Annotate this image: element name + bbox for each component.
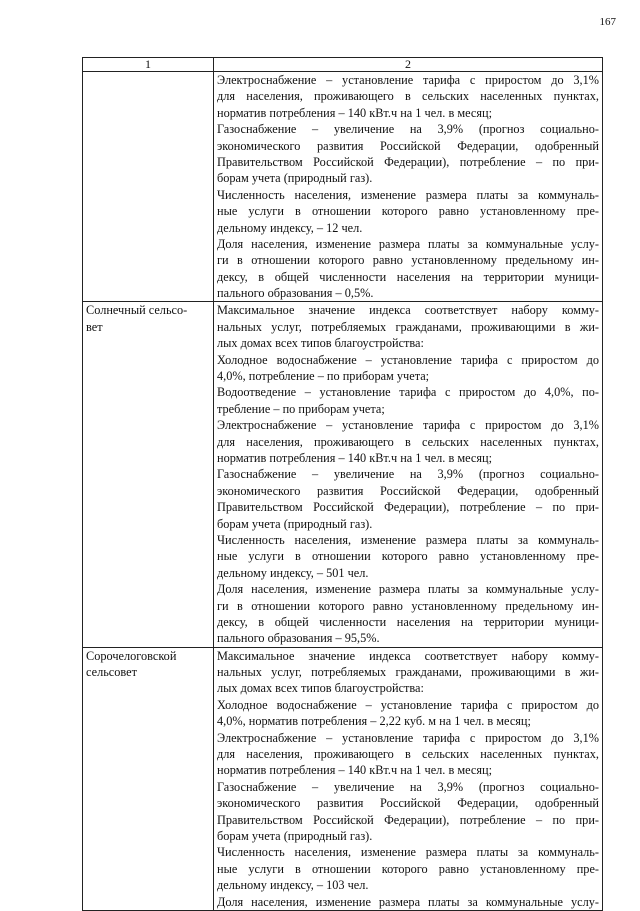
description-line: Численность населения, изменение размера платы за коммуналь- [217,532,599,547]
description-line: ги в отношении которого равно установленному предельному ин- [217,253,599,268]
description-line: для населения, проживающего в сельских населенных пунктах, [217,747,599,762]
description-line: Электроснабжение – установление тарифа с приростом до 3,1% [217,730,599,745]
description-line: Электроснабжение – установление тарифа с приростом до 3,1% [217,73,599,87]
description-line: Численность населения, изменение размера платы за коммуналь- [217,187,599,202]
description-line: экономического развития Российской Федерации, одобренный [217,483,599,498]
description-line: ные услуги в отношении которого равно установленному пре- [217,549,599,564]
description-line: лых домах всех типов благоустройства: [217,681,424,696]
description-line: Правительством Российской Федерации), потребление – по при- [217,154,599,169]
description-line: норматив потребления – 140 кВт.ч на 1 чел. в месяц; [217,763,492,778]
description-line: дексу, в общей численности населения на территории муници- [217,269,599,284]
description-line: Правительством Российской Федерации), потребление – по при- [217,500,599,515]
description-line: нальных услуг, потребляемых гражданами, проживающими в жи- [217,319,599,334]
description-line: Холодное водоснабжение – установление тарифа с приростом до [217,352,599,367]
description-line: для населения, проживающего в сельских населенных пунктах, [217,89,599,104]
description-line: 4,0%, потребление – по приборам учета; [217,369,430,384]
description-line: дельному индексу, – 103 чел. [217,878,369,893]
description-line: пального образования – 0,5%. [217,286,374,301]
municipality-name-line: Солнечный сельсо- [86,303,188,318]
tariff-table [82,57,603,911]
municipality-cell [83,302,214,647]
description-line: требление – по приборам учета; [217,401,385,416]
description-line: Электроснабжение – установление тарифа с приростом до 3,1% [217,418,599,433]
description-line: лых домах всех типов благоустройства: [217,336,424,351]
description-line: ги в отношении которого равно установленному предельному ин- [217,598,599,613]
description-line: Холодное водоснабжение – установление тарифа с приростом до [217,697,599,712]
description-line: Правительством Российской Федерации), потребление – по при- [217,812,599,827]
description-line: борам учета (природный газ). [217,828,373,843]
description-line: Доля населения, изменение размера платы за коммунальные услу- [217,582,599,597]
table-row [83,647,603,910]
description-line: ные услуги в отношении которого равно установленному пре- [217,204,599,219]
description-cell [214,302,603,647]
description-line: Газоснабжение – увеличение на 3,9% (прогноз социально- [217,122,599,137]
description-line: 4,0%, норматив потребления – 2,22 куб. м на 1 чел. в месяц; [217,714,531,729]
description-line: Максимальное значение индекса соответствует набору комму- [217,303,599,318]
description-line: Газоснабжение – увеличение на 3,9% (прогноз социально- [217,779,599,794]
municipality-name-line: Сорочелоговской [86,648,177,663]
description-line: Доля населения, изменение размера платы за коммунальные услу- [217,894,599,909]
page-number: 167 [599,16,616,28]
municipality-cell [83,647,214,910]
description-line: экономического развития Российской Федерации, одобренный [217,796,599,811]
table-row [83,72,603,302]
description-line: экономического развития Российской Федерации, одобренный [217,138,599,153]
column-header: 2 [214,58,603,72]
description-line: дексу, в общей численности населения на территории муници- [217,614,599,629]
description-line: Газоснабжение – увеличение на 3,9% (прогноз социально- [217,467,599,482]
description-line: Максимальное значение индекса соответствует набору комму- [217,648,599,663]
table-body [83,72,603,911]
column-header: 1 [83,58,214,72]
table-header-row [83,58,603,72]
description-cell [214,647,603,910]
description-line: ные услуги в отношении которого равно установленному пре- [217,861,599,876]
description-line: дельному индексу, – 501 чел. [217,565,369,580]
description-line: Доля населения, изменение размера платы за коммунальные услу- [217,236,599,251]
description-line: борам учета (природный газ). [217,171,373,186]
description-line: норматив потребления – 140 кВт.ч на 1 чел. в месяц; [217,105,492,120]
description-line: пального образования – 95,5%. [217,631,380,646]
municipality-name-line: вет [86,319,103,334]
description-line: нальных услуг, потребляемых гражданами, проживающими в жи- [217,665,599,680]
table-row [83,302,603,647]
description-line: дельному индексу, – 12 чел. [217,220,363,235]
description-line: для населения, проживающего в сельских населенных пунктах, [217,434,599,449]
description-line: Численность населения, изменение размера платы за коммуналь- [217,845,599,860]
municipality-cell [83,72,214,302]
municipality-name-line: сельсовет [86,665,137,680]
description-line: Водоотведение – установление тарифа с приростом до 4,0%, по- [217,385,599,400]
description-line: норматив потребления – 140 кВт.ч на 1 чел. в месяц; [217,450,492,465]
description-line: борам учета (природный газ). [217,516,373,531]
description-cell [214,72,603,302]
